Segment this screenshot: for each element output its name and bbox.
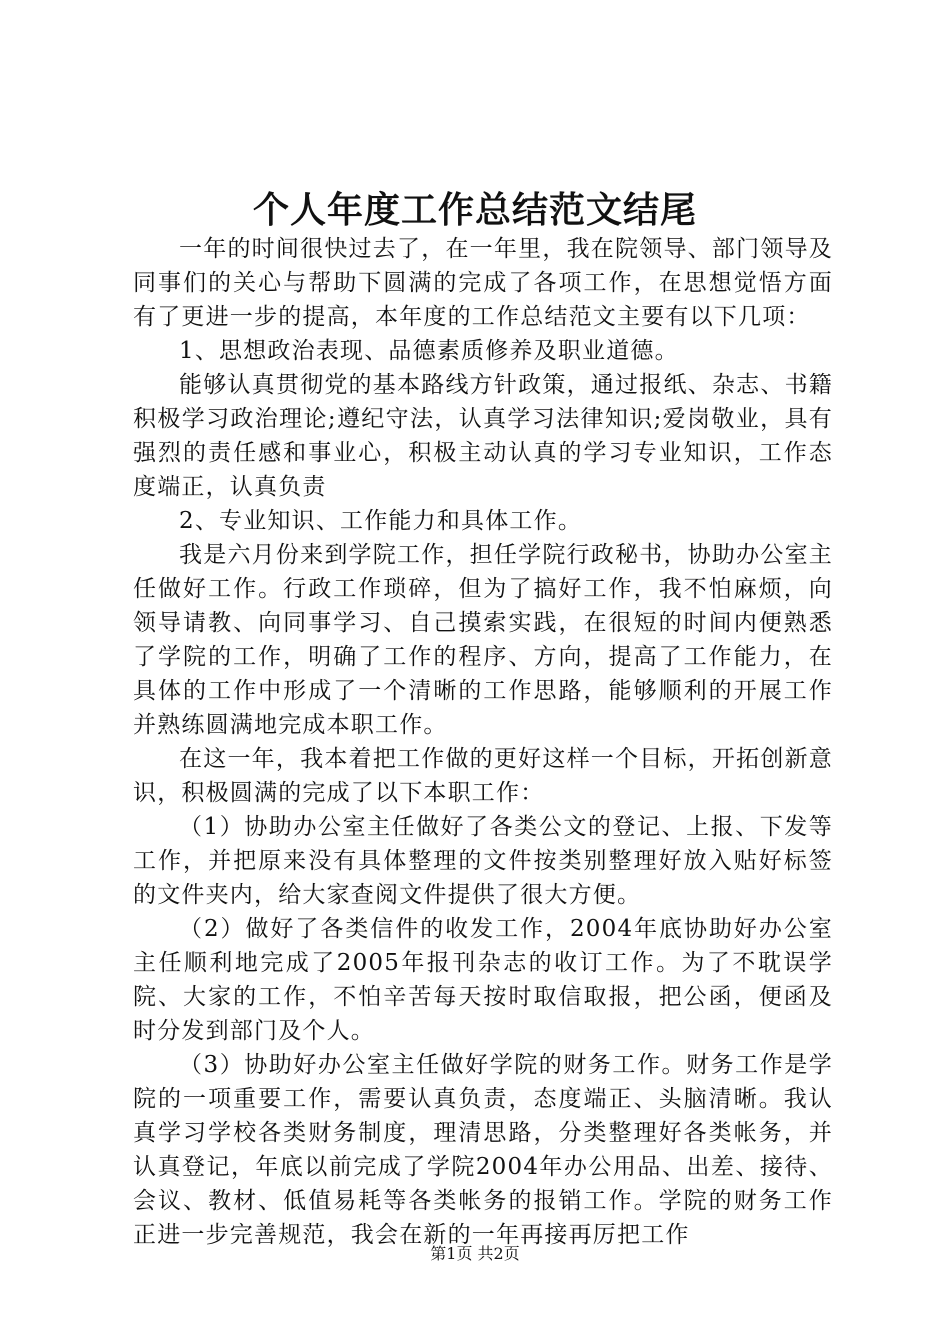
paragraph-item-1: （1）协助办公室主任做好了各类公文的登记、上报、下发等工作，并把原来没有具体整理的文件按类别整理好放入贴好标签的文件夹内，给大家查阅文件提供了很大方便。 (133, 814, 833, 908)
section-heading-2: 2、专业知识、工作能力和具体工作。 (179, 508, 583, 534)
paragraph-political: 能够认真贯彻党的基本路线方针政策，通过报纸、杂志、书籍积极学习政治理论;遵纪守法，认真学习法律知识;爱岗敬业，具有强烈的责任感和事业心，积极主动认真的学习专业知识，工作态度端正，认真负责 (133, 372, 833, 500)
paragraph-this-year: 在这一年，我本着把工作做的更好这样一个目标，开拓创新意识，积极圆满的完成了以下本职工作： (133, 746, 833, 806)
section-heading-1: 1、思想政治表现、品德素质修养及职业道德。 (179, 338, 679, 364)
page-footer: 第1页 共2页 (430, 1244, 520, 1263)
document-body (133, 232, 833, 1252)
document-title: 个人年度工作总结范文结尾 (252, 189, 697, 231)
paragraph-intro: 一年的时间很快过去了，在一年里，我在院领导、部门领导及同事们的关心与帮助下圆满的完成了各项工作，在思想觉悟方面有了更进一步的提高，本年度的工作总结范文主要有以下几项： (133, 236, 833, 330)
paragraph-item-2: （2）做好了各类信件的收发工作，2004年底协助好办公室主任顺利地完成了2005年报刊杂志的收订工作。为了不耽误学院、大家的工作，不怕辛苦每天按时取信取报，把公函，便函及时分发到部门及个人。 (133, 916, 833, 1044)
paragraph-work-ability: 我是六月份来到学院工作，担任学院行政秘书，协助办公室主任做好工作。行政工作琐碎，但为了搞好工作，我不怕麻烦，向领导请教、向同事学习、自己摸索实践，在很短的时间内便熟悉了学院的工作，明确了工作的程序、方向，提高了工作能力，在具体的工作中形成了一个清晰的工作思路，能够顺利的开展工作并熟练圆满地完成本职工作。 (133, 542, 833, 738)
paragraph-item-3: （3）协助好办公室主任做好学院的财务工作。财务工作是学院的一项重要工作，需要认真负责，态度端正、头脑清晰。我认真学习学校各类财务制度，理清思路，分类整理好各类帐务，并认真登记，年底以前完成了学院2004年办公用品、出差、接待、会议、教材、低值易耗等各类帐务的报销工作。学院的财务工作正进一步完善规范，我会在新的一年再接再厉把工作 (133, 1052, 833, 1248)
